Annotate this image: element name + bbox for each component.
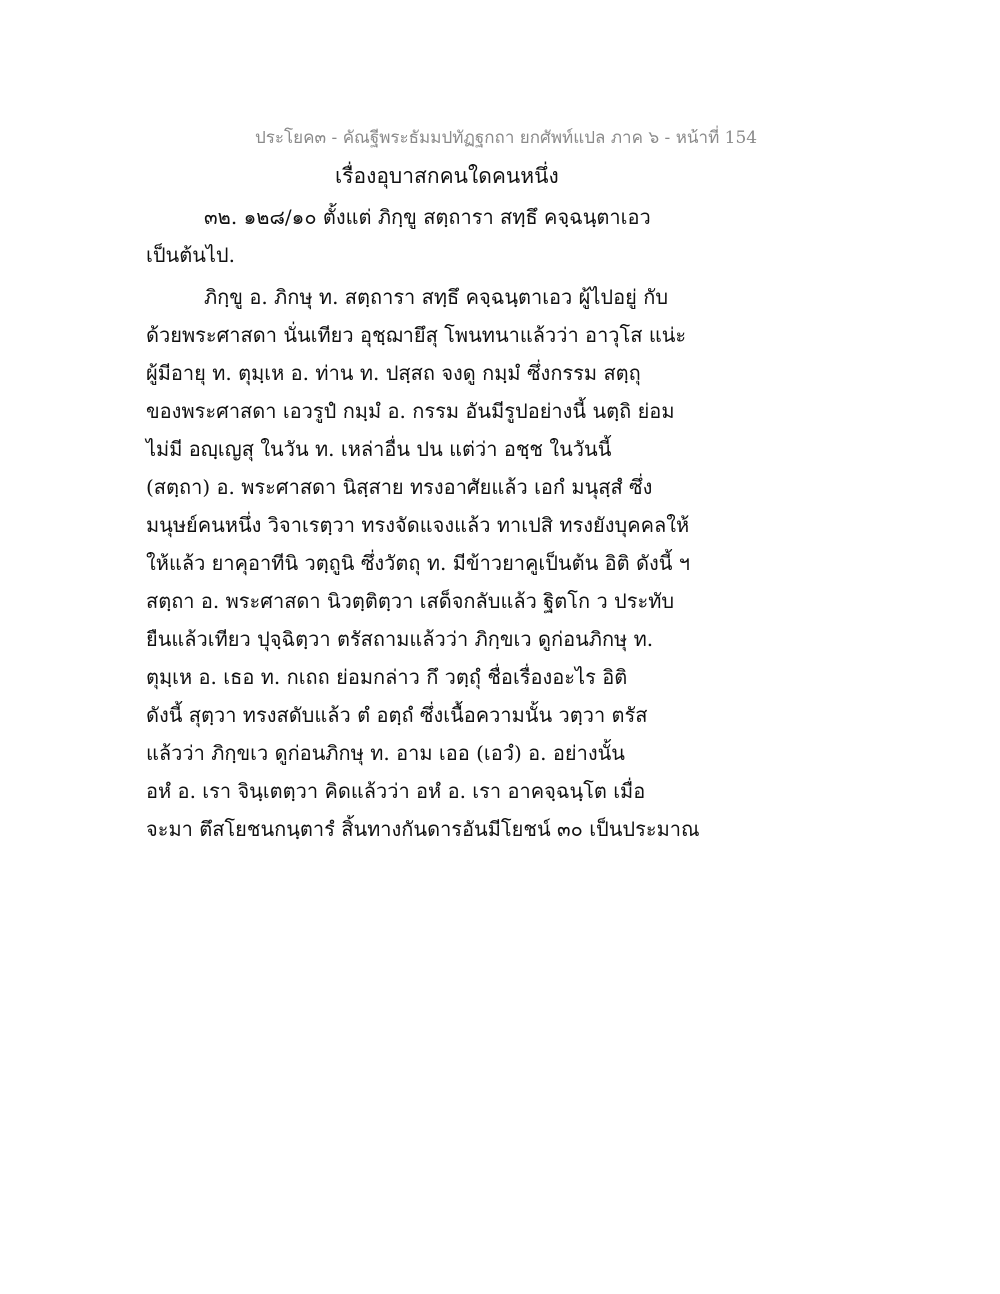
text-line: ไม่มี อญฺเญสุ ในวัน ท. เหล่าอื่น ปน แต่ว่า อชฺช ในวันนี้ bbox=[146, 437, 612, 461]
text-line: อหํ อ. เรา จินฺเตตฺวา คิดแล้วว่า อหํ อ. เรา อาคจฺฉนฺโต เมื่อ bbox=[146, 779, 646, 803]
story-title: เรื่องอุบาสกคนใดคนหนึ่ง bbox=[335, 164, 559, 188]
text-line: (สตฺถา) อ. พระศาสดา นิสฺสาย ทรงอาศัยแล้ว เอกํ มนุสฺสํ ซึ่ง bbox=[146, 475, 653, 499]
text-line: เป็นต้นไป. bbox=[146, 243, 235, 267]
paragraph-heading-line: ๓๒. ๑๒๘/๑๐ ตั้งแต่ ภิกฺขู สตฺถารา สทฺธึ คจฺฉนฺตาเอว bbox=[204, 205, 651, 229]
text-line: ยืนแล้วเทียว ปุจฺฉิตฺวา ตรัสถามแล้วว่า ภิกฺขเว ดูก่อนภิกษุ ท. bbox=[146, 627, 654, 651]
body-text bbox=[146, 198, 746, 848]
paragraph-first-line: ภิกฺขู อ. ภิกษุ ท. สตฺถารา สทฺธึ คจฺฉนฺตาเอว ผู้ไปอยู่ กับ bbox=[204, 285, 669, 309]
text-line: แล้วว่า ภิกฺขเว ดูก่อนภิกษุ ท. อาม เออ (เอวํ) อ. อย่างนั้น bbox=[146, 741, 625, 765]
text-line: ด้วยพระศาสดา นั่นเทียว อุชฺฌายึสุ โพนทนาแล้วว่า อาวุโส แน่ะ bbox=[146, 323, 687, 347]
text-line: ดังนี้ สุตฺวา ทรงสดับแล้ว ตํ อตฺถํ ซึ่งเนื้อความนั้น วตฺวา ตรัส bbox=[146, 703, 648, 727]
text-line: สตฺถา อ. พระศาสดา นิวตฺติตฺวา เสด็จกลับแล้ว ฐิตโก ว ประทับ bbox=[146, 589, 675, 613]
running-header: ประโยค๓ - คัณฐีพระธัมมปทัฏฐกถา ยกศัพท์แปล ภาค ๖ - หน้าที่ 154 bbox=[255, 128, 758, 148]
text-line: มนุษย์คนหนึ่ง วิจาเรตฺวา ทรงจัดแจงแล้ว ทาเปสิ ทรงยังบุคคลให้ bbox=[146, 513, 690, 537]
text-line: ของพระศาสดา เอวรูปํ กมฺมํ อ. กรรม อันมีรูปอย่างนี้ นตฺถิ ย่อม bbox=[146, 399, 675, 423]
text-line: ตุมฺเห อ. เธอ ท. กเถถ ย่อมกล่าว กึ วตฺถุํ ชื่อเรื่องอะไร อิติ bbox=[146, 665, 628, 689]
text-line: ผู้มีอายุ ท. ตุมฺเห อ. ท่าน ท. ปสฺสถ จงดู กมฺมํ ซึ่งกรรม สตฺถุ bbox=[146, 361, 641, 385]
text-line: ให้แล้ว ยาคุอาทีนิ วตฺถูนิ ซึ่งวัตถุ ท. มีข้าวยาคูเป็นต้น อิติ ดังนี้ ฯ bbox=[146, 551, 690, 575]
text-line: จะมา ตึสโยชนกนฺตารํ สิ้นทางกันดารอันมีโยชน์ ๓๐ เป็นประมาณ bbox=[146, 817, 700, 841]
